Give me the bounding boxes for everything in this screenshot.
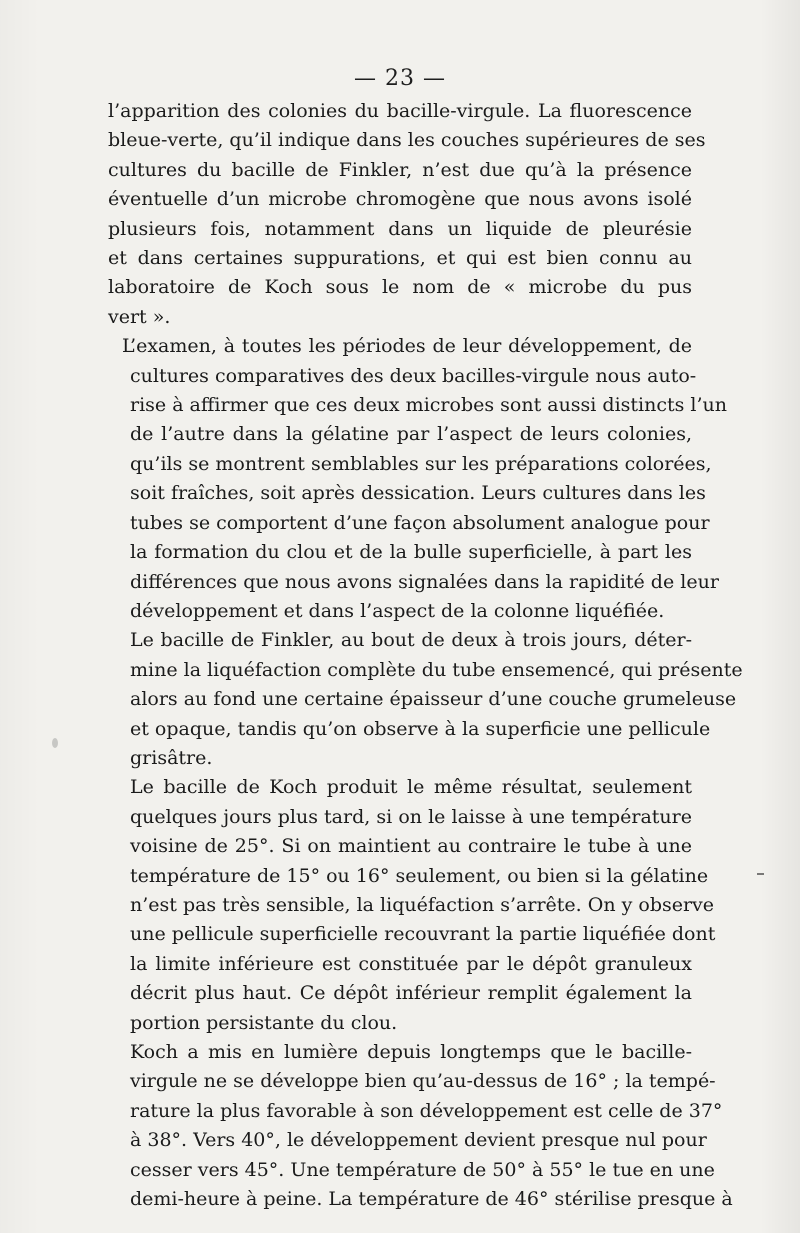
text-line: n’est pas très sensible, la liquéfaction s’arrête. On y observe [130, 893, 715, 916]
text-line: plusieurs fois, notamment dans un liquide de pleurésie [108, 217, 692, 240]
text-line: l’apparition des colonies du bacille-virgule. La fluorescence [108, 100, 692, 122]
text-line: bleue-verte, qu’il indique dans les couches supérieures de ses [108, 129, 706, 152]
text-line: éventuelle d’un microbe chromogène que nous avons isolé [108, 188, 692, 211]
text-line: soit fraîches, soit après dessication. Leurs cultures dans les [130, 482, 706, 505]
paragraph-4 [108, 773, 716, 1038]
page-number: — 23 — [354, 66, 446, 91]
text-line: une pellicule superficielle recouvrant la partie liquéfiée dont [130, 923, 716, 946]
paper-stain [52, 738, 58, 748]
text-line: vert ». [108, 305, 171, 328]
text-line: Le bacille de Finkler, au bout de deux à trois jours, déter- [130, 629, 692, 652]
text-line: L’examen, à toutes les périodes de leur développement, de [122, 335, 692, 358]
text-line: et opaque, tandis qu’on observe à la superficie une pellicule [130, 717, 711, 740]
text-line: rise à affirmer que ces deux microbes sont aussi distincts l’un [130, 394, 728, 417]
margin-mark [757, 873, 764, 875]
text-line: cultures comparatives des deux bacilles-virgule nous auto- [130, 364, 697, 387]
text-line: alors au fond une certaine épaisseur d’une couche grumeleuse [130, 688, 737, 711]
text-line: température de 15° ou 16° seulement, ou bien si la gélatine [130, 864, 709, 887]
paragraph-3 [108, 626, 743, 773]
paragraph-1 [108, 97, 706, 332]
text-line: Koch a mis en lumière depuis longtemps que le bacille- [130, 1041, 692, 1063]
text-line: rature la plus favorable à son développement est celle de 37° [130, 1099, 723, 1122]
body-text [108, 97, 743, 1214]
text-line: portion persistante du clou. [130, 1011, 398, 1034]
text-line: la limite inférieure est constituée par le dépôt granuleux [130, 952, 692, 975]
text-line: décrit plus haut. Ce dépôt inférieur remplit également la [130, 982, 692, 1005]
paragraph-5 [108, 1038, 733, 1214]
text-line: demi-heure à peine. La température de 46° stérilise presque à [130, 1188, 733, 1211]
text-line: à 38°. Vers 40°, le développement devient presque nul pour [130, 1129, 707, 1152]
text-line: Le bacille de Koch produit le même résultat, seulement [130, 776, 692, 799]
text-line: voisine de 25°. Si on maintient au contraire le tube à une [130, 835, 692, 858]
text-line: cesser vers 45°. Une température de 50° à 55° le tue en une [130, 1158, 715, 1181]
text-line: tubes se comportent d’une façon absolument analogue pour [130, 511, 710, 534]
text-line: virgule ne se développe bien qu’au-dessus de 16° ; la tempé- [130, 1070, 716, 1093]
text-line: mine la liquéfaction complète du tube ensemencé, qui présente [130, 658, 743, 681]
text-line: quelques jours plus tard, si on le laisse à une température [130, 805, 692, 828]
paragraph-2 [108, 332, 728, 626]
text-line: grisâtre. [130, 746, 213, 769]
text-line: qu’ils se montrent semblables sur les préparations colorées, [130, 452, 712, 475]
text-line: développement et dans l’aspect de la colonne liquéfiée. [130, 599, 665, 622]
text-line: différences que nous avons signalées dans la rapidité de leur [130, 570, 719, 593]
text-line: cultures du bacille de Finkler, n’est due qu’à la présence [108, 158, 692, 181]
text-line: et dans certaines suppurations, et qui est bien connu au [108, 247, 692, 270]
text-line: de l’autre dans la gélatine par l’aspect de leurs colonies, [130, 423, 692, 446]
text-line: la formation du clou et de la bulle superficielle, à part les [130, 541, 692, 564]
text-line: laboratoire de Koch sous le nom de « microbe du pus [108, 276, 692, 299]
